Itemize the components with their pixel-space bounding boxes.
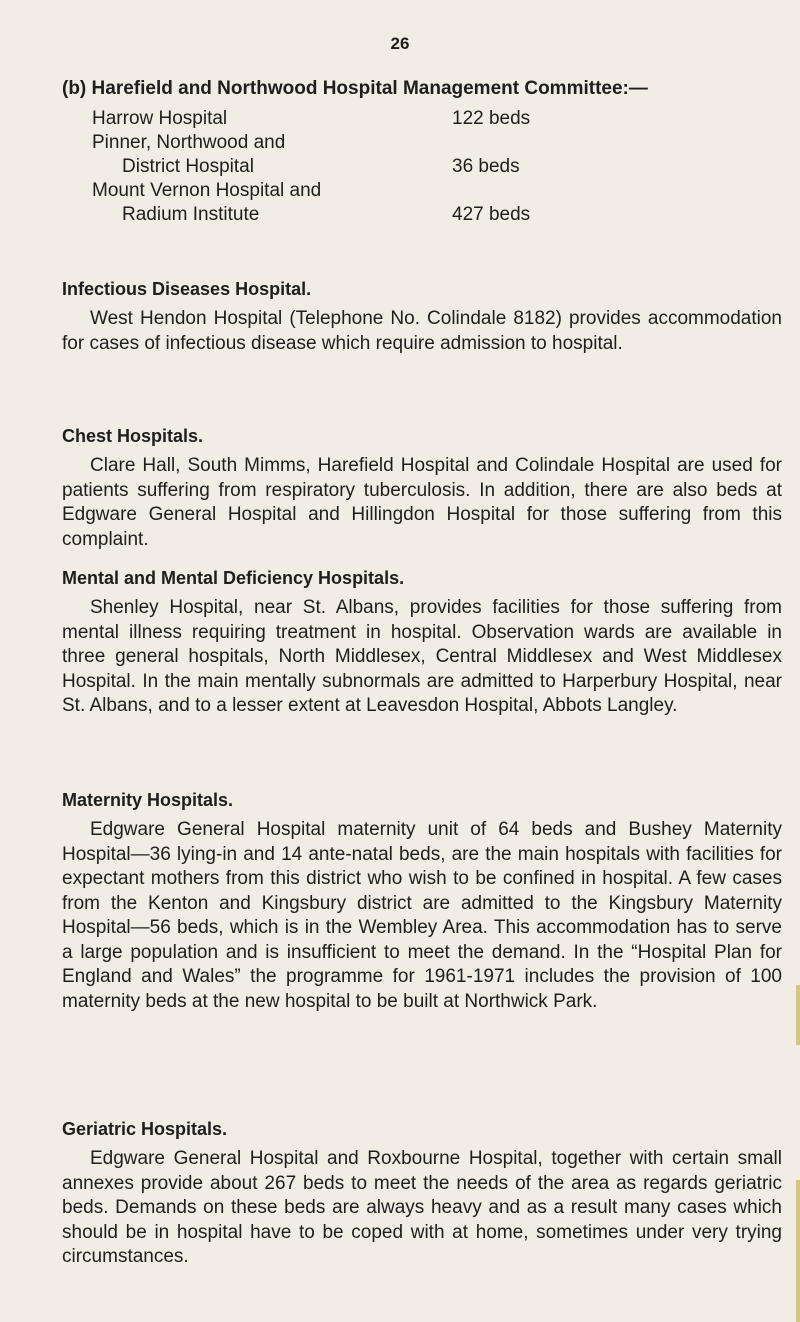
section-geriatric-hospitals — [62, 1117, 782, 1270]
section-maternity-hospitals — [62, 788, 782, 1014]
section-chest-hospitals — [62, 424, 782, 552]
section-mental-hospitals — [62, 566, 782, 719]
hospital-bed-row — [92, 179, 552, 227]
page-edge-shadow — [796, 985, 800, 1045]
hospital-bed-row — [92, 107, 552, 131]
section-body: Edgware General Hospital and Roxbourne Hospital, together with certain small annexes provide about 267 beds to meet the needs of the area as regards geriatric beds. Demands on these beds are always heavy and as a result many cases which should be in hospital have to be coped with at home, sometimes under very trying circumstances. — [62, 1148, 782, 1267]
section-heading: Chest Hospitals. — [62, 426, 204, 446]
section-body: Clare Hall, South Mimms, Harefield Hospital and Colindale Hospital are used for patients suffering from respiratory tuberculosis. In addition, there are also beds at Edgware General Hospital and Hillingdon Hospital for those suffering from this complaint. — [62, 455, 782, 550]
hospital-bed-list — [92, 107, 552, 227]
page-number: 26 — [390, 34, 410, 53]
hospital-name: Mount Vernon Hospital and — [92, 180, 322, 201]
section-heading: Maternity Hospitals. — [62, 790, 234, 810]
section-body: West Hendon Hospital (Telephone No. Colindale 8182) provides accommodation for cases of infectious disease which require admission to hospital. — [62, 308, 782, 354]
section-heading: Infectious Diseases Hospital. — [62, 279, 312, 299]
hospital-name: Pinner, Northwood and — [92, 132, 286, 153]
hospital-bed-row — [92, 131, 552, 179]
bed-count: 122 beds — [452, 108, 531, 129]
section-heading: Mental and Mental Deficiency Hospitals. — [62, 568, 405, 588]
hospital-name: Harrow Hospital — [92, 108, 228, 129]
hospital-name-continued: District Hospital — [122, 156, 254, 177]
bed-count: 36 beds — [452, 156, 520, 177]
section-body: Shenley Hospital, near St. Albans, provides facilities for those suffering from mental illness requiring treatment in hospital. Observation wards are available in three general hospitals, North Middlesex, Central Middlesex and West Middlesex Hospital. In the main mentally subnormals are admitted to Harperbury Hospital, near St. Albans, and to a lesser extent at Leavesdon Hospital, Abbots Langley. — [62, 597, 782, 716]
hospital-name-continued: Radium Institute — [122, 204, 260, 225]
committee-heading: (b) Harefield and Northwood Hospital Management Committee:— — [62, 78, 648, 99]
bed-count: 427 beds — [452, 204, 531, 225]
section-infectious-diseases — [62, 277, 782, 356]
section-body: Edgware General Hospital maternity unit of 64 beds and Bushey Maternity Hospital—36 lying-in and 14 ante-natal beds, are the main hospitals with facilities for expectant mothers from this district who wish to be confined in hospital. A few cases from the Kenton and Kingsbury district are admitted to the Kingsbury Maternity Hospital—56 beds, which is in the Wembley Area. This accommodation has to serve a large population and is insufficient to meet the demand. In the “Hospital Plan for England and Wales” the programme for 1961-1971 includes the provision of 100 maternity beds at the new hospital to be built at Northwick Park. — [62, 819, 782, 1012]
section-heading: Geriatric Hospitals. — [62, 1119, 228, 1139]
page-edge-shadow — [796, 1180, 800, 1322]
